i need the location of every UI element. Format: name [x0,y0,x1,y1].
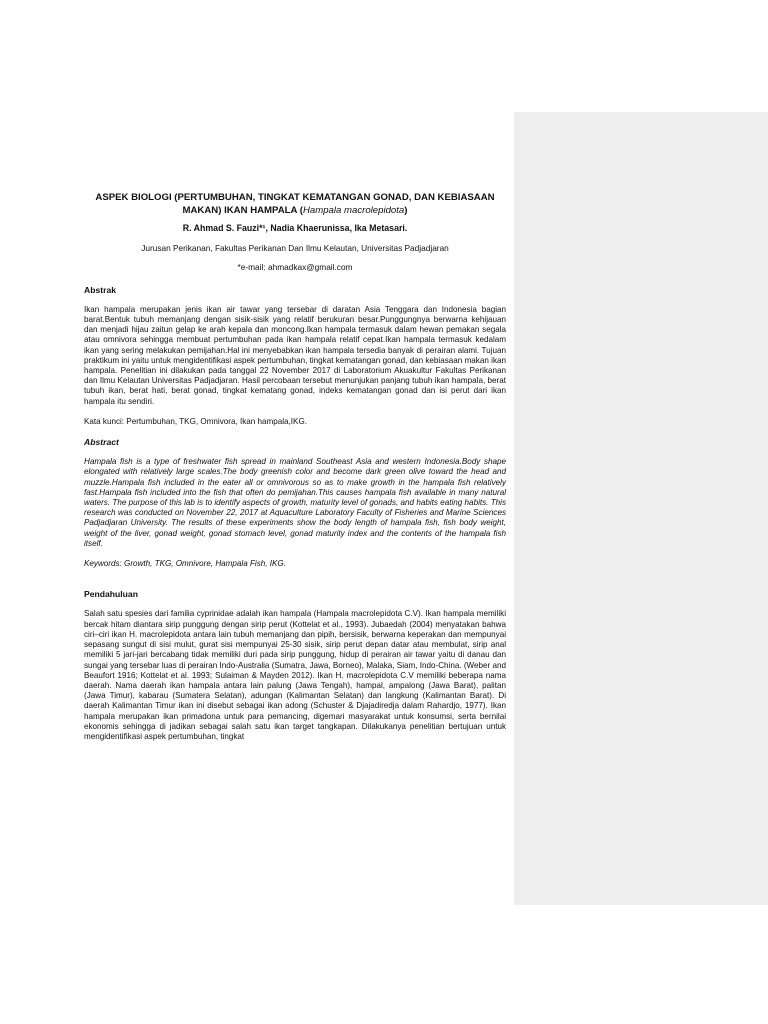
abstract-text: Hampala fish is a type of freshwater fish spread in mainland Southeast Asia and western Indonesia.Body shape elongated with relatively large scales.The body greenish color and become dark green olive toward the head and muzzle.Hampala fish included in the eater all or omnivorous so as to make growth in the hampala fish relatively fast.Hampala fish included into the fish that often do pemijahan.This causes hampala fish available in many natural waters. The purpose of this lab is to identify aspects of growth, maturity level of gonads, and habits eating habits. This research was conducted on November 22, 2017 at Aquaculture Laboratory Faculty of Fisheries and Marine Sciences Padjadjaran University. The results of these experiments show the body length of hampala fish, fish body weight, weight of the liver, gonad weight, gonad stomach level, gonad maturity index and the contents of the hampala fish itself. [84,457,506,548]
comment-pane [514,112,768,905]
pendahuluan-heading: Pendahuluan [84,589,138,600]
email: *e-mail: ahmadkax@gmail.com [237,262,353,273]
title-close: ) [404,204,408,216]
title-species: Hampala macrolepidota [302,204,405,216]
abstrak-heading: Abstrak [84,284,116,295]
authors: R. Ahmad S. Fauzi*¹, Nadia Khaerunissa, Ika Metasari. [182,223,408,233]
keywords: Keywords: Growth, TKG, Omnivore, Hampala Fish, IKG. [84,559,286,569]
title-main: ASPEK BIOLOGI (PERTUMBUHAN, TINGKAT KEMATANGAN GONAD, DAN KEBIASAAN MAKAN) IKAN HAMPALA ( [95,192,495,216]
abstrak-text: Ikan hampala merupakan jenis ikan air tawar yang tersebar di daratan Asia Tenggara dan Indonesia bagian barat.Bentuk tubuh memanjang dengan sisik-sisik yang relatif berukuran besar.Punggungnya berwarna kehijauan dan menjadi hijau zaitun gelap ke arah kepala dan moncong.Ikan hampala termasuk dalam hewan pemakan segala atau omnivora sehingga membuat pertumbuhan pada ikan hampala relatif cepat.Ikan hampala termasuk kedalam ikan yang sering melakukan pemijahan.Hal ini menyebabkan ikan hampala tersedia banyak di perairan alami. Tujuan praktikum ini yaitu untuk mengidentifikasi aspek pertumbuhan, tingkat kematangan gonad, dan kebiasaan makan ikan hampala. Penelitian ini dilakukan pada tanggal 22 November 2017 di Laboratorium Akuakultur Fakultas Perikanan dan Ilmu Kelautan Universitas Padjadjaran. Hasil percobaan tersebut menunjukan panjang tubuh ikan hampala, berat tubuh ikan, berat hati, berat gonad, tingkat kematang gonad, indeks kematangan gonad dan isi perut dari ikan hampala itu sendiri. [84,304,506,406]
paper-title [84,192,506,217]
paper-page [84,192,506,752]
abstract-heading: Abstract [84,437,119,448]
pendahuluan-text: Salah satu spesies dari familia cyprinidae adalah ikan hampala (Hampala macrolepidota C.V). Ikan hampala memiliki bercak hitam diantara sirip punggung dengan sirip perut (Kottelat et al., 1993). Jubaedah (2004) menyatakan bahwa ciri–ciri ikan H. macrolepidota antara lain tubuh memanjang dan pipih, bersisik, berwarna keperakan dan mempunyai sepasang sungut di sisi mulut, gurat sisi mempunyai 25-30 sisik, sirip perut depan datar atau membulat, sirip anal memiliki 5 jari-jari bercabang tidak memiliki duri pada sirip punggung, hidup di perairan air tawar yaitu di danau dan sungai yang tersebar luas di perairan Indo-Australia (Sumatra, Jawa, Borneo), Malaka, Siam, Indo-China. (Weber and Beaufort 1916; Kottelat et al. 1993; Sulaiman & Mayden 2012). Ikan H. macrolepidota C.V memiliki beberapa nama daerah. Nama daerah ikan hampala antara lain palung (Jawa Tengah), hampal, ampalong (Jawa Barat), palitan (Jawa Timur), kabarau (Sumatera Selatan), adungan (Kalimantan Selatan) dan langkung (Kalimantan Barat). Di daerah Kalimantan Timur ikan ini disebut sebagai ikan adong (Schuster & Djajadiredja dalam Rahardjo, 1977). Ikan hampala merupakan ikan primadona untuk para pemancing, digemari masyarakat untuk konsumsi, serta bernilai ekonomis sehingga di jadikan sebagai salah satu ikan target tangkapan. Dilakukanya penelitian bertujuan untuk mengidentifikasi aspek pertumbuhan, tingkat [84,609,506,741]
spacer [84,579,506,589]
affiliation: Jurusan Perikanan, Fakultas Perikanan Dan Ilmu Kelautan, Universitas Padjadjaran [141,243,449,254]
kata-kunci: Kata kunci: Pertumbuhan, TKG, Omnivora, Ikan hampala,IKG. [84,416,307,426]
